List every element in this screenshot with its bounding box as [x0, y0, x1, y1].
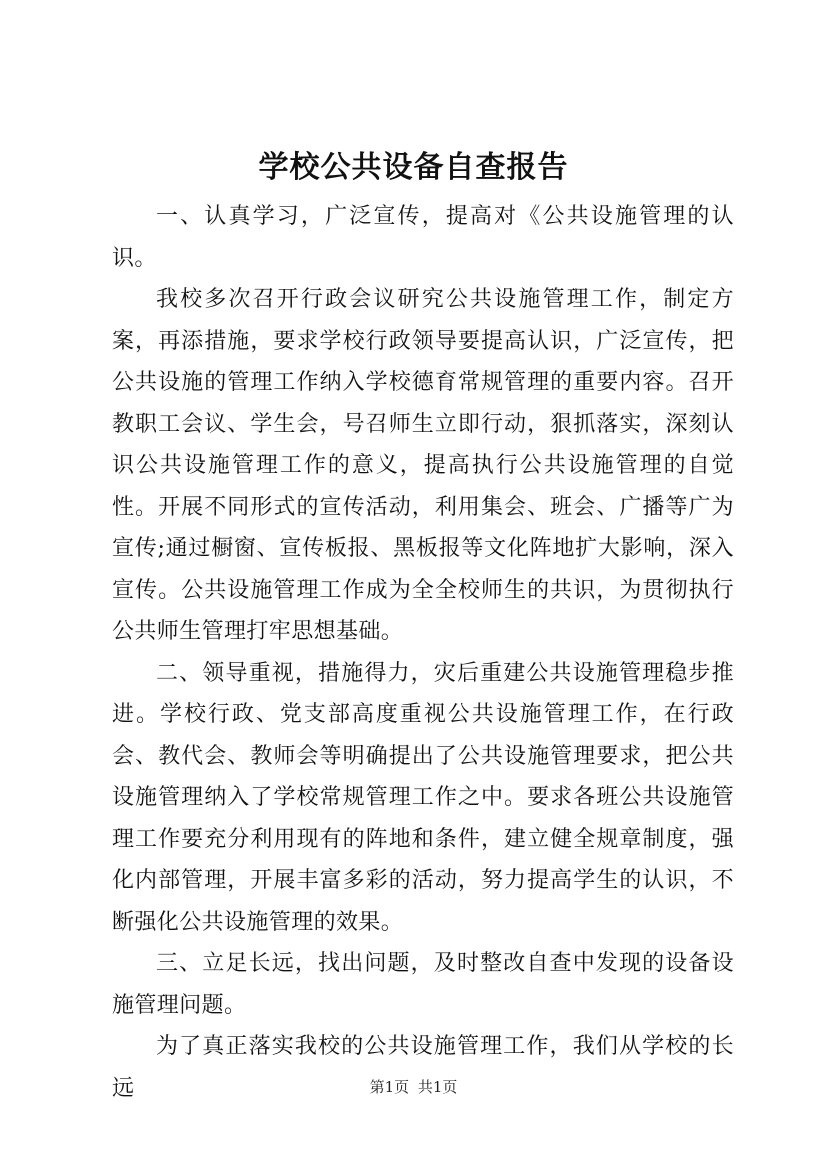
paragraph-3: 二、领导重视，措施得力，灾后重建公共设施管理稳步推进。学校行政、党支部高度重视公共设施管理工作，在行政会、教代会、教师会等明确提出了公共设施管理要求，把公共设施管理纳入了学校常规管理工作之中。要求各班公共设施管理工作要充分利用现有的阵地和条件，建立健全规章制度，强化内部管理，开展丰富多彩的活动，努力提高学生的认识，不断强化公共设施管理的效果。	[112, 660, 734, 935]
document-title: 学校公共设备自查报告	[258, 150, 569, 185]
paragraph-1: 一、认真学习，广泛宣传，提高对《公共设施管理的认识。	[112, 204, 734, 271]
paragraph-4: 三、立足长远，找出问题，及时整改自查中发现的设备设施管理问题。	[112, 951, 734, 1018]
paragraph-2: 我校多次召开行政会议研究公共设施管理工作，制定方案，再添措施，要求学校行政领导要提高认识，广泛宣传，把公共设施的管理工作纳入学校德育常规管理的重要内容。召开教职工会议、学生会，号召师生立即行动，狠抓落实，深刻认识公共设施管理工作的意义，提高执行公共设施管理的自觉性。开展不同形式的宣传活动，利用集会、班会、广播等广为宣传;通过橱窗、宣传板报、黑板报等文化阵地扩大影响，深入宣传。公共设施管理工作成为全全校师生的共识，为贯彻执行公共师生管理打牢思想基础。	[112, 287, 734, 644]
page-total: 共1页	[417, 1078, 458, 1096]
page-number: 第1页	[369, 1078, 410, 1096]
paragraph-5: 为了真正落实我校的公共设施管理工作，我们从学校的长远	[112, 1034, 734, 1101]
document-body	[112, 196, 734, 1109]
page-footer	[0, 1077, 827, 1097]
